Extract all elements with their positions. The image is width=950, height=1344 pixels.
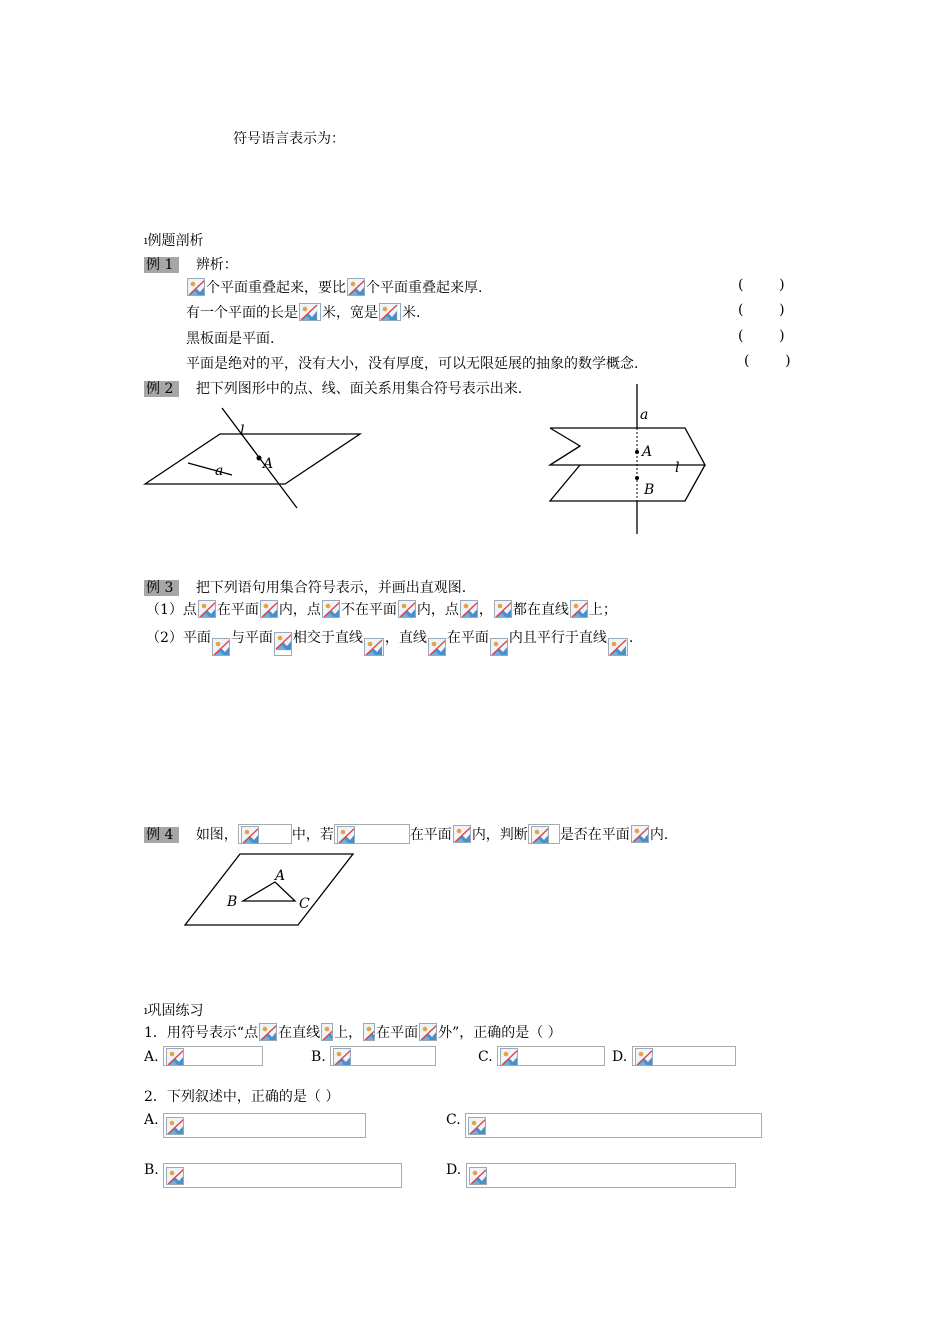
option-field xyxy=(466,1163,736,1188)
ex1-item-text: 米，宽是 xyxy=(322,305,378,321)
broken-image-icon xyxy=(321,1023,333,1041)
broken-image-icon xyxy=(379,303,401,321)
broken-image-icon xyxy=(166,1117,184,1135)
ex3-text: （1）点 xyxy=(146,602,197,618)
option-letter: A. xyxy=(144,1112,159,1128)
broken-image-icon xyxy=(333,1048,351,1066)
label-B: B xyxy=(644,482,655,498)
example-4-line xyxy=(144,824,668,844)
broken-image-icon xyxy=(635,1048,653,1066)
label-B: B xyxy=(227,894,238,910)
broken-image-icon xyxy=(364,638,384,656)
option-letter: D. xyxy=(446,1162,462,1178)
label-a: a xyxy=(640,407,649,423)
ex1-item-1 xyxy=(186,277,482,297)
ex3-text: 内，点 xyxy=(278,602,321,618)
broken-image-icon xyxy=(299,303,321,321)
triangle-field xyxy=(238,824,292,844)
example-label: 例 2 xyxy=(144,381,179,397)
judge-field xyxy=(528,824,560,844)
ex2-figure-1 xyxy=(140,400,380,510)
option-field xyxy=(163,1046,263,1066)
lower-plane xyxy=(550,446,580,465)
ex1-item-text: 平面是绝对的平，没有大小，没有厚度，可以无限延展的抽象的数学概念. xyxy=(186,356,639,372)
q1-text: 1．用符号表示“点 xyxy=(144,1025,259,1041)
answer-paren: ( ) xyxy=(738,302,785,318)
q1-option-D[interactable] xyxy=(612,1046,736,1066)
plane-parallelogram xyxy=(145,434,360,484)
example-label: 例 1 xyxy=(144,257,179,273)
ex4-text: 中，若 xyxy=(291,827,334,843)
q1-text: 外”，正确的是（ ） xyxy=(438,1025,562,1041)
broken-image-icon xyxy=(274,632,292,656)
broken-image-icon xyxy=(631,825,649,843)
label-l: l xyxy=(675,460,680,476)
answer-paren: ( ) xyxy=(738,277,785,293)
ex1-item-2 xyxy=(186,302,420,322)
example-2-header xyxy=(144,378,522,398)
ex1-item-text: 个平面重叠起来，要比 xyxy=(206,280,346,296)
ex3-text: 在平面 xyxy=(446,630,489,646)
option-field xyxy=(497,1046,605,1066)
q1-text: 在平面 xyxy=(376,1025,419,1041)
broken-image-icon xyxy=(347,278,365,296)
ex3-text: ， xyxy=(478,602,493,618)
ex1-item-3 xyxy=(186,328,274,348)
ex3-text: 不在平面 xyxy=(340,602,397,618)
section-title-examples xyxy=(144,230,204,250)
broken-image-icon xyxy=(260,600,278,618)
ex3-text: 与平面 xyxy=(230,630,273,646)
option-field xyxy=(632,1046,736,1066)
option-field xyxy=(163,1113,366,1138)
example-1-prompt: 辨析： xyxy=(195,257,238,273)
ex3-text: （2）平面 xyxy=(146,630,211,646)
broken-image-icon xyxy=(259,1023,277,1041)
broken-image-icon xyxy=(187,278,205,296)
q2-option-D[interactable] xyxy=(446,1162,736,1188)
broken-image-icon xyxy=(212,638,230,656)
broken-image-icon xyxy=(166,1167,184,1185)
point-A xyxy=(257,456,262,461)
ex4-text: 内. xyxy=(649,827,669,843)
broken-image-icon xyxy=(460,600,478,618)
ex3-line-2 xyxy=(146,627,633,656)
label-a: a xyxy=(215,463,224,479)
example-3-header xyxy=(144,577,466,597)
ex3-text: 相交于直线 xyxy=(292,630,363,646)
lower-plane-edge xyxy=(550,465,705,501)
answer-paren: ( ) xyxy=(738,328,785,344)
section-marker: ı xyxy=(144,234,148,247)
q2-option-C[interactable] xyxy=(446,1112,762,1138)
ex4-figure xyxy=(182,850,362,940)
ex3-text: 内且平行于直线 xyxy=(508,630,607,646)
ex1-item-text: 个平面重叠起来厚. xyxy=(366,280,483,296)
broken-image-icon xyxy=(500,1048,518,1066)
broken-image-icon xyxy=(398,600,416,618)
broken-image-icon xyxy=(469,1167,487,1185)
broken-image-icon xyxy=(608,638,628,656)
example-label: 例 3 xyxy=(144,580,179,596)
broken-image-icon xyxy=(453,825,471,843)
ex1-item-4 xyxy=(186,353,638,373)
label-A: A xyxy=(642,444,653,460)
section-title-practice xyxy=(144,1000,204,1020)
ex3-text: 内，点 xyxy=(416,602,459,618)
option-letter: A. xyxy=(144,1049,159,1065)
ex3-text: . xyxy=(628,630,634,646)
option-letter: C. xyxy=(478,1049,493,1065)
broken-image-icon xyxy=(337,826,355,844)
q2-stem: 2．下列叙述中，正确的是（ ） xyxy=(144,1089,340,1105)
ex1-item-text: 黑板面是平面. xyxy=(186,331,275,347)
answer-paren: ( ) xyxy=(744,353,791,369)
line-a xyxy=(188,463,232,475)
label-C: C xyxy=(299,896,310,912)
broken-image-icon xyxy=(468,1117,486,1135)
points-field xyxy=(334,824,410,844)
ex4-text: 在平面 xyxy=(409,827,452,843)
ex3-text: 都在直线 xyxy=(512,602,569,618)
option-field xyxy=(465,1113,762,1138)
broken-image-icon xyxy=(363,1023,375,1041)
example-1-header xyxy=(144,254,238,274)
plane-parallelogram xyxy=(185,854,353,925)
ex3-line-1 xyxy=(146,599,617,619)
broken-image-icon xyxy=(531,826,549,844)
point-A xyxy=(635,450,639,454)
ex1-item-text: 有一个平面的长是 xyxy=(186,305,298,321)
ex4-text: 是否在平面 xyxy=(559,827,630,843)
broken-image-icon xyxy=(241,826,259,844)
broken-image-icon xyxy=(166,1048,184,1066)
section-title-text: 巩固练习 xyxy=(147,1003,204,1019)
option-letter: B. xyxy=(311,1049,326,1065)
q2-option-A[interactable] xyxy=(144,1112,366,1138)
q1-option-B[interactable] xyxy=(311,1046,436,1066)
section-marker: ı xyxy=(144,1004,148,1017)
broken-image-icon xyxy=(428,638,446,656)
option-letter: D. xyxy=(612,1049,628,1065)
broken-image-icon xyxy=(322,600,340,618)
ex2-figure-2 xyxy=(545,384,715,534)
label-A: A xyxy=(263,456,274,472)
section-title-text: 例题剖析 xyxy=(147,233,204,249)
broken-image-icon xyxy=(419,1023,437,1041)
label-l: l xyxy=(240,423,245,439)
q1-option-A[interactable] xyxy=(144,1046,263,1066)
q2-option-B[interactable] xyxy=(144,1162,402,1188)
ex4-text: 如图， xyxy=(195,827,238,843)
q1-option-C[interactable] xyxy=(478,1046,605,1066)
triangle-ABC xyxy=(243,882,295,901)
q1-stem xyxy=(144,1022,562,1042)
broken-image-icon xyxy=(198,600,216,618)
option-letter: B. xyxy=(144,1162,159,1178)
ex3-text: ，直线 xyxy=(384,630,427,646)
ex1-item-text: 米. xyxy=(402,305,421,321)
q1-text: 上， xyxy=(334,1025,363,1041)
ex4-text: 内，判断 xyxy=(471,827,528,843)
q1-text: 在直线 xyxy=(278,1025,321,1041)
broken-image-icon xyxy=(570,600,588,618)
example-label: 例 4 xyxy=(144,827,179,843)
option-letter: C. xyxy=(446,1112,461,1128)
broken-image-icon xyxy=(494,600,512,618)
option-field xyxy=(330,1046,436,1066)
ex3-text: 上； xyxy=(588,602,617,618)
example-3-text: 把下列语句用集合符号表示，并画出直观图. xyxy=(195,580,467,596)
upper-plane xyxy=(550,428,705,465)
header-text: 符号语言表示为： xyxy=(233,131,345,147)
broken-image-icon xyxy=(490,638,508,656)
point-B xyxy=(635,476,639,480)
example-2-text: 把下列图形中的点、线、面关系用集合符号表示出来. xyxy=(195,381,523,397)
label-A: A xyxy=(275,868,286,884)
option-field xyxy=(163,1163,402,1188)
ex3-text: 在平面 xyxy=(216,602,259,618)
